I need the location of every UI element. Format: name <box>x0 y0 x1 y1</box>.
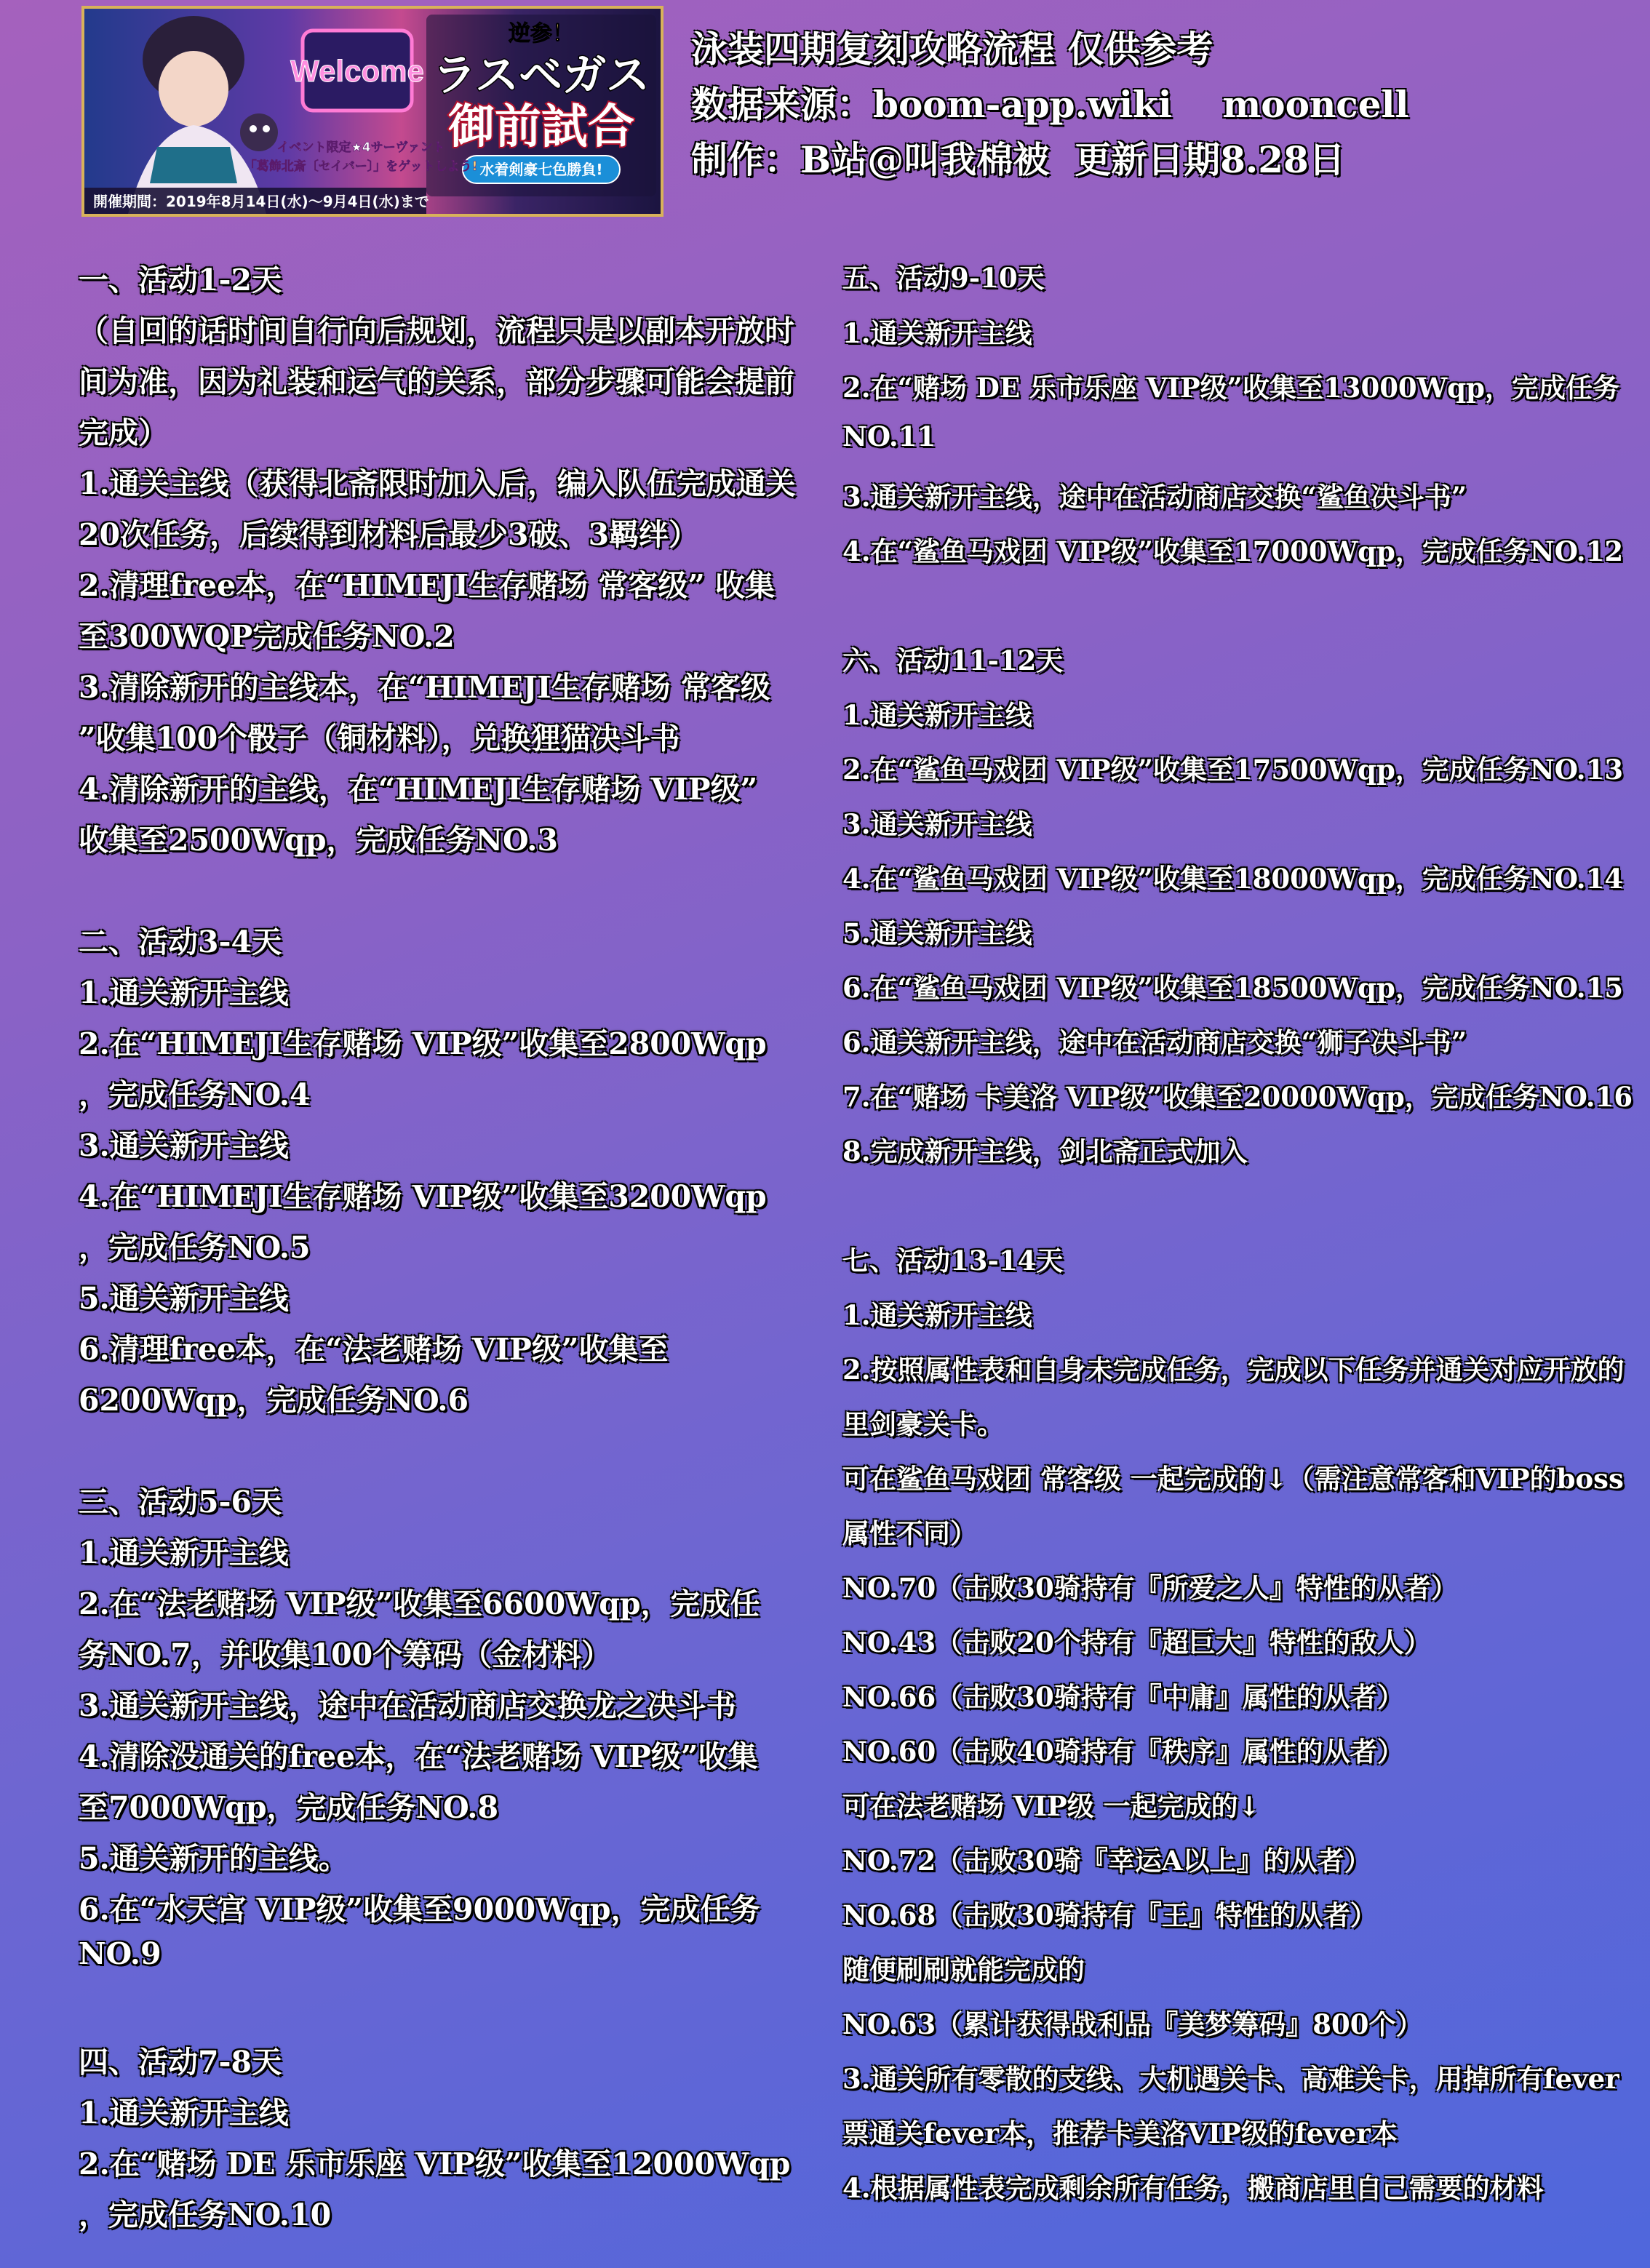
guide-line: 3.通关新开主线 <box>79 1128 289 1163</box>
guide-line: 1.通关主线（获得北斋限时加入后，编入队伍完成通关 <box>79 466 796 501</box>
svg-text:開催期間：2019年8月14日(水)～9月4日(水)まで: 開催期間：2019年8月14日(水)～9月4日(水)まで <box>93 193 429 210</box>
guide-line: 可在鲨鱼马戏团 常客级 一起完成的↓（需注意常客和VIP的boss <box>842 1463 1624 1495</box>
svg-text:逆参！: 逆参！ <box>509 21 574 47</box>
welcome-text: Welcome <box>290 54 424 88</box>
guide-line: （自回的话时间自行向后规划，流程只是以副本开放时 <box>79 314 794 348</box>
guide-line: NO.9 <box>79 1936 162 1971</box>
guide-line: 5.通关新开的主线。 <box>79 1841 348 1876</box>
guide-line: 2.在“HIMEJI生存赌场 VIP级”收集至2800Wqp <box>79 1026 767 1061</box>
guide-line: 至300WQP完成任务NO.2 <box>79 619 455 654</box>
guide-line: 完成） <box>79 415 168 450</box>
guide-line: NO.11 <box>842 420 936 452</box>
svg-text:イベント限定★4サーヴァント: イベント限定★4サーヴァント <box>276 140 445 155</box>
guide-line: 2.在“法老赌场 VIP级”收集至6600Wqp，完成任 <box>79 1586 760 1621</box>
guide-line: 4.在“鲨鱼马戏团 VIP级”收集至18000Wqp，完成任务NO.14 <box>842 863 1624 895</box>
guide-line: 3.通关所有零散的支线、大机遇关卡、高难关卡，用掉所有fever <box>842 2063 1619 2095</box>
guide-line: 1.通关新开主线 <box>79 975 289 1010</box>
guide-line: 4.清除新开的主线，在“HIMEJI生存赌场 VIP级” <box>79 772 758 807</box>
section-heading: 二、活动3-4天 <box>79 925 282 959</box>
guide-line: 2.清理free本，在“HIMEJI生存赌场 常客级” 收集 <box>79 568 776 603</box>
guide-line: NO.66（击败30骑持有『中庸』属性的从者） <box>842 1681 1404 1713</box>
section-heading: 六、活动11-12天 <box>842 644 1064 676</box>
header-credit: 制作：B站@叫我棉被 更新日期8.28日 <box>691 138 1345 181</box>
guide-line: 票通关fever本，推荐卡美洛VIP级的fever本 <box>842 2117 1398 2149</box>
section-heading: 五、活动9-10天 <box>842 262 1045 294</box>
guide-line: 1.通关新开主线 <box>79 1536 289 1570</box>
guide-line: 3.清除新开的主线本，在“HIMEJI生存赌场 常客级 <box>79 670 770 705</box>
welcome-sign <box>290 31 424 111</box>
guide-line: NO.70（击败30骑持有『所爱之人』特性的从者） <box>842 1572 1458 1604</box>
guide-line: 3.通关新开主线，途中在活动商店交换龙之决斗书 <box>79 1688 736 1723</box>
event-period <box>84 188 429 214</box>
guide-line: ”收集100个骰子（铜材料），兑换狸猫决斗书 <box>79 721 680 756</box>
header-source: 数据来源：boom-app.wiki mooncell <box>691 83 1409 126</box>
guide-line: 1.通关新开主线 <box>842 317 1032 349</box>
guide-line: 5.通关新开主线 <box>842 917 1032 949</box>
guide-line: 间为准，因为礼装和运气的关系，部分步骤可能会提前 <box>79 364 794 399</box>
guide-line: 4.在“HIMEJI生存赌场 VIP级”收集至3200Wqp <box>79 1179 767 1214</box>
guide-line: 6200Wqp，完成任务NO.6 <box>79 1383 469 1418</box>
guide-line: NO.68（击败30骑持有『王』特性的从者） <box>842 1899 1377 1931</box>
guide-line: 6.通关新开主线，途中在活动商店交换“狮子决斗书” <box>842 1026 1467 1058</box>
guide-line: 2.在“鲨鱼马戏团 VIP级”收集至17500Wqp，完成任务NO.13 <box>842 754 1624 786</box>
guide-line: NO.60（击败40骑持有『秩序』属性的从者） <box>842 1736 1404 1768</box>
guide-line: ，完成任务NO.5 <box>79 1230 311 1265</box>
section-heading: 三、活动5-6天 <box>79 1485 282 1520</box>
section-heading: 一、活动1-2天 <box>79 263 282 298</box>
guide-line: 2.在“赌场 DE 乐市乐座 VIP级”收集至12000Wqp <box>79 2147 791 2181</box>
guide-line: 7.在“赌场 卡美洛 VIP级”收集至20000Wqp，完成任务NO.16 <box>842 1081 1633 1113</box>
section-heading: 七、活动13-14天 <box>842 1245 1064 1277</box>
event-banner <box>81 6 663 217</box>
guide-line: 务NO.7，并收集100个筹码（金材料） <box>79 1637 612 1672</box>
guide-line: ，完成任务NO.10 <box>79 2197 332 2232</box>
guide-line: 4.在“鲨鱼马戏团 VIP级”收集至17000Wqp，完成任务NO.12 <box>842 535 1624 567</box>
guide-line: 8.完成新开主线，剑北斋正式加入 <box>842 1135 1248 1167</box>
guide-line: 随便刷刷就能完成的 <box>842 1954 1085 1986</box>
document-header <box>691 22 1409 188</box>
guide-line: 1.通关新开主线 <box>79 2096 289 2131</box>
guide-line: 5.通关新开主线 <box>79 1281 289 1316</box>
guide-line: 4.清除没通关的free本，在“法老赌场 VIP级”收集 <box>79 1739 758 1774</box>
guide-line: NO.63（累计获得战利品『美梦筹码』800个） <box>842 2008 1423 2040</box>
section-heading: 四、活动7-8天 <box>79 2045 282 2080</box>
guide-line: 4.根据属性表完成剩余所有任务，搬商店里自己需要的材料 <box>842 2172 1544 2204</box>
guide-line: 属性不同） <box>842 1517 977 1549</box>
header-title: 泳装四期复刻攻略流程 仅供参考 <box>691 28 1213 71</box>
guide-line: ，完成任务NO.4 <box>79 1077 311 1112</box>
guide-line: 2.按照属性表和自身未完成任务，完成以下任务并通关对应开放的 <box>842 1354 1625 1386</box>
guide-line: 至7000Wqp，完成任务NO.8 <box>79 1790 499 1825</box>
guide-line: NO.43（击败20个持有『超巨大』特性的敌人） <box>842 1626 1431 1658</box>
banner-artwork <box>84 9 661 214</box>
svg-text:水着剣豪七色勝負!: 水着剣豪七色勝負! <box>479 161 603 178</box>
guide-line: 3.通关新开主线 <box>842 808 1032 840</box>
svg-text:御前試合: 御前試合 <box>448 100 634 154</box>
guide-line: 收集至2500Wqp，完成任务NO.3 <box>79 823 559 858</box>
guide-line: 3.通关新开主线，途中在活动商店交换“鲨鱼决斗书” <box>842 481 1467 513</box>
svg-text:「葛飾北斎〔セイバー〕」をゲットしよう!: 「葛飾北斎〔セイバー〕」をゲットしよう! <box>244 159 478 174</box>
guide-line: 可在法老赌场 VIP级 一起完成的↓ <box>842 1790 1261 1822</box>
guide-line: 1.通关新开主线 <box>842 1299 1032 1331</box>
guide-line: 6.在“鲨鱼马戏团 VIP级”收集至18500Wqp，完成任务NO.15 <box>842 972 1624 1004</box>
svg-text:ラスベガス: ラスベガス <box>432 50 650 101</box>
guide-line: 6.在“水天宫 VIP级”收集至9000Wqp，完成任务 <box>79 1892 760 1927</box>
guide-line: 6.清理free本，在“法老赌场 VIP级”收集至 <box>79 1332 669 1367</box>
guide-line: 20次任务，后续得到材料后最少3破、3羁绊） <box>79 517 699 552</box>
guide-line: 1.通关新开主线 <box>842 699 1032 731</box>
guide-line: 里剑豪关卡。 <box>842 1408 1004 1440</box>
guide-line: NO.72（击败30骑『幸运A以上』的从者） <box>842 1845 1371 1877</box>
guide-line: 2.在“赌场 DE 乐市乐座 VIP级”收集至13000Wqp，完成任务 <box>842 372 1619 404</box>
